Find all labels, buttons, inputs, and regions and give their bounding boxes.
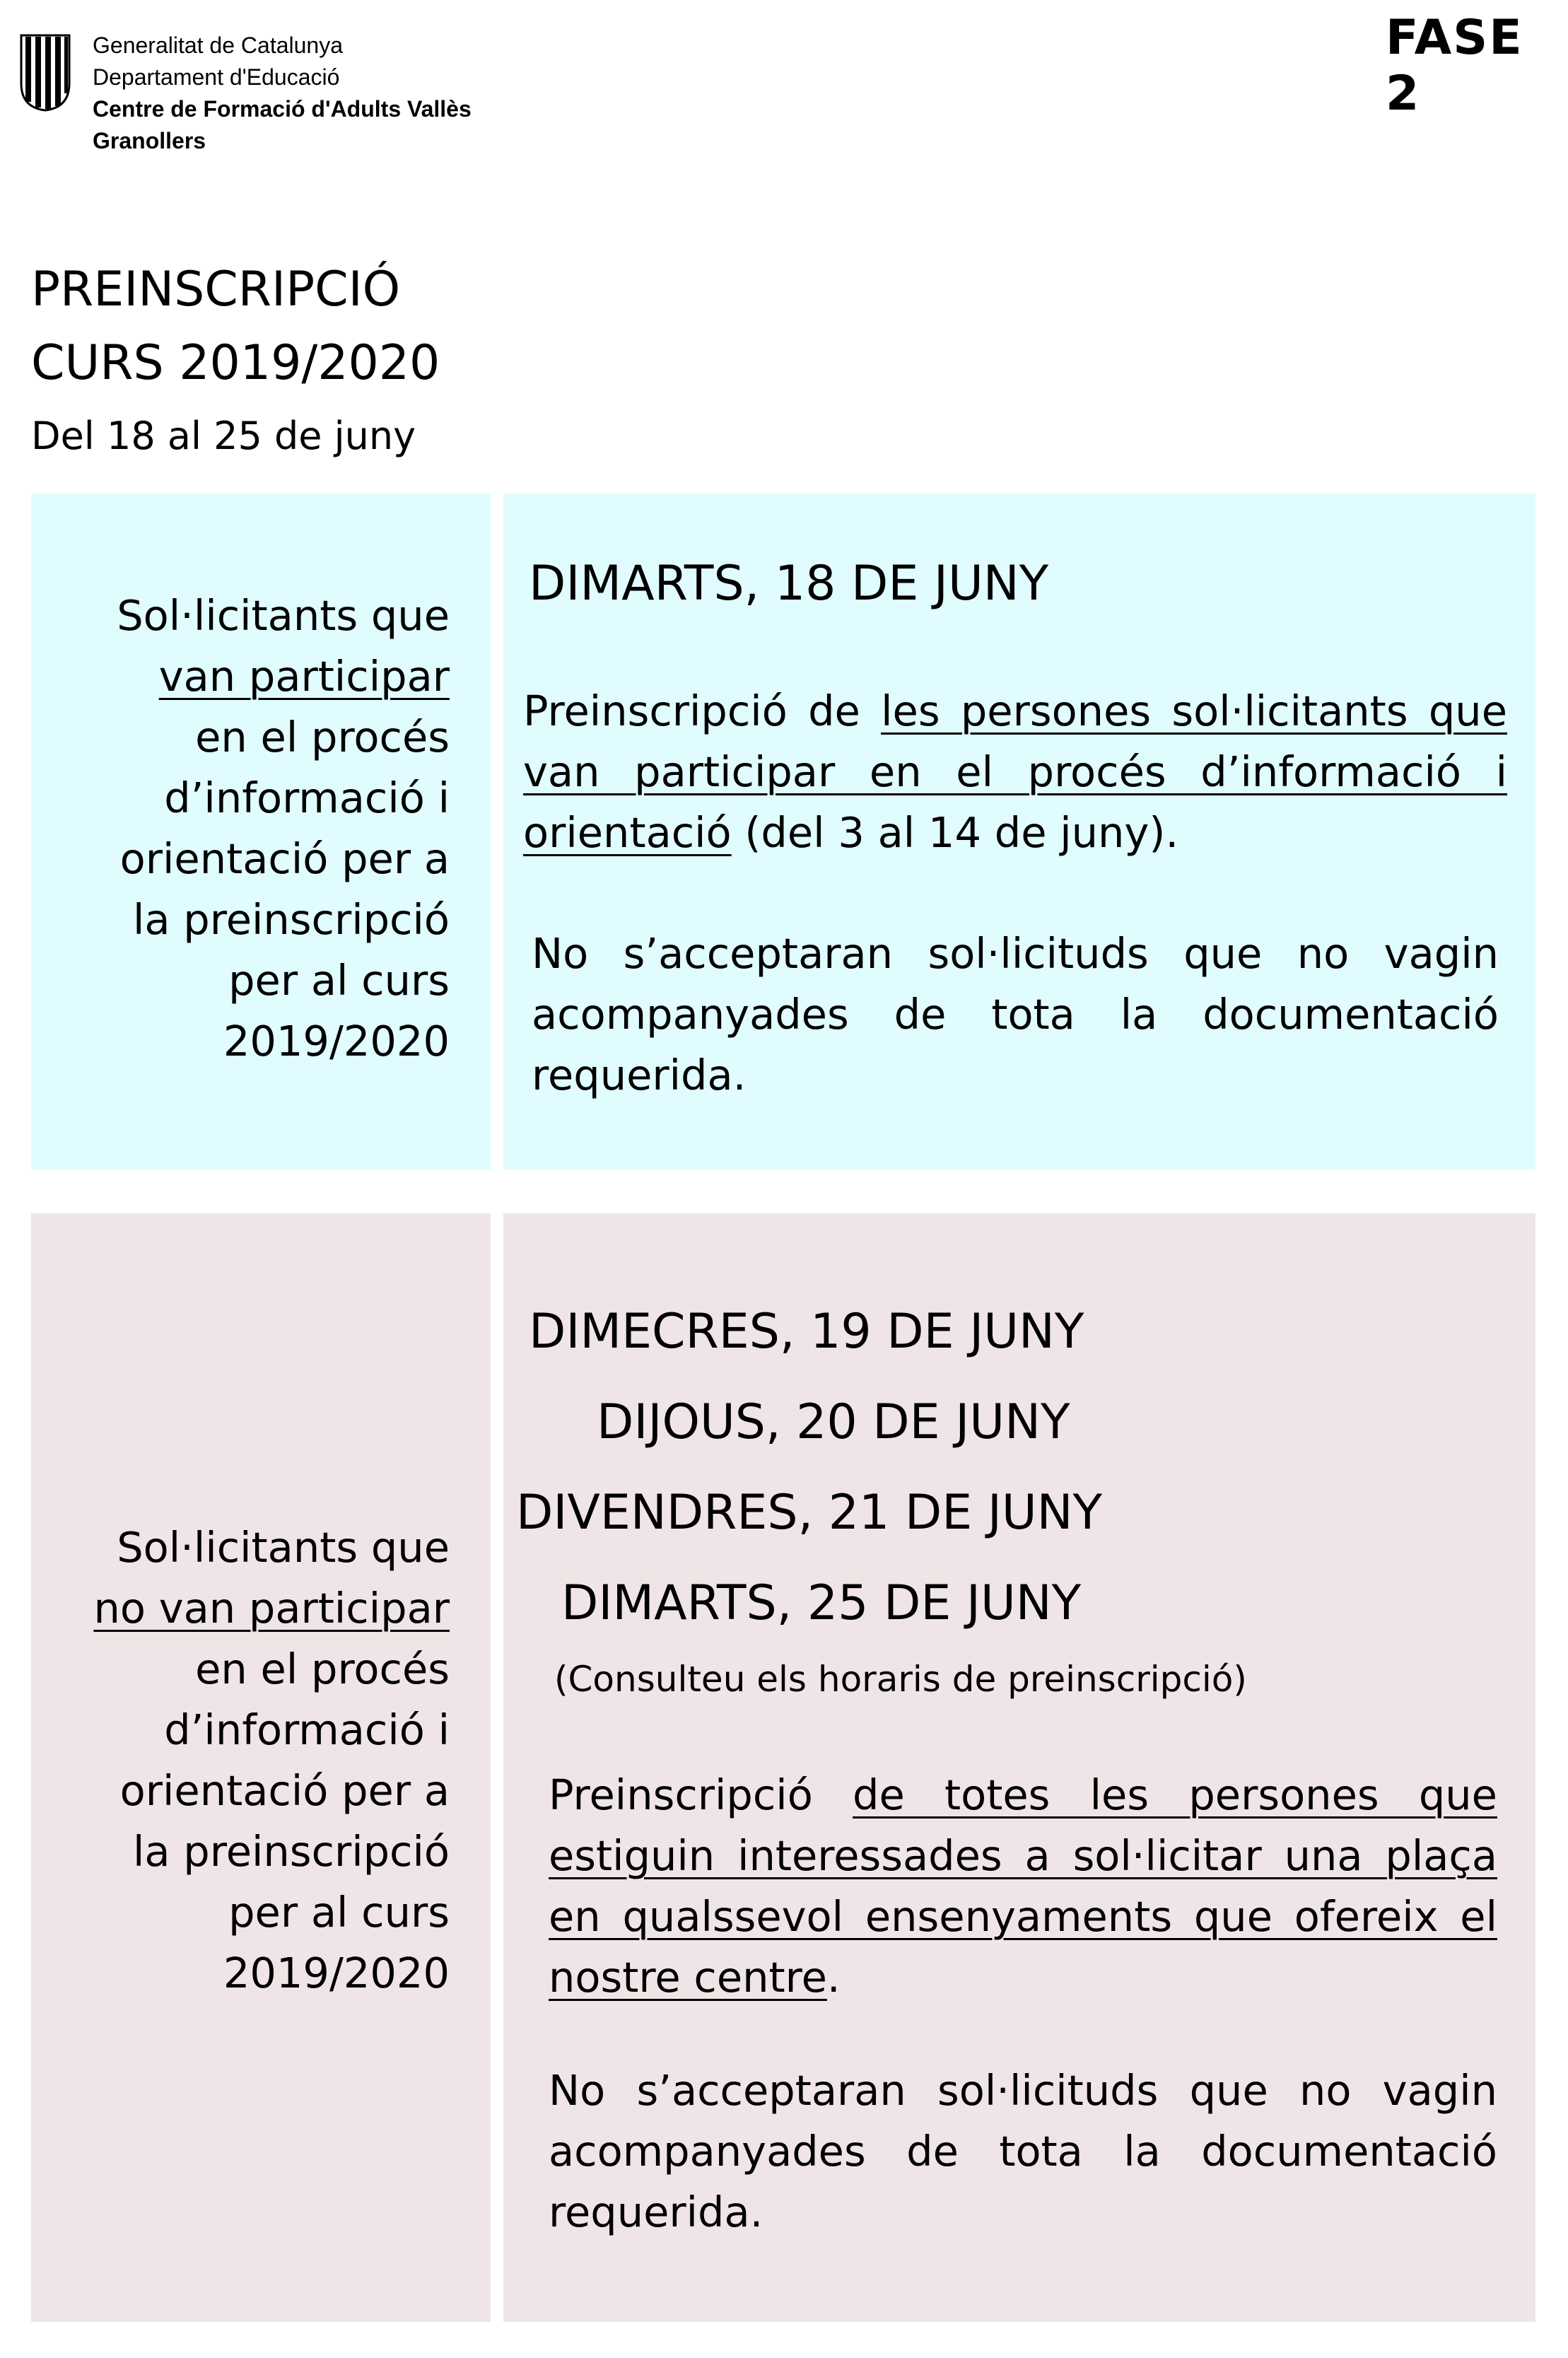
section1-applicants-text [117,585,450,1072]
s2-left-line: per al curs [228,1888,450,1937]
s2-left-line: en el procés [195,1645,450,1693]
s1-left-line: per al curs [228,956,450,1005]
title-line-2: CURS 2019/2020 [31,335,440,391]
section1-right-panel [503,494,1535,1169]
s2-left-line: Sol·licitants que [117,1523,450,1572]
s1-left-line: en el procés [195,713,450,761]
s1-left-line: orientació per a [119,834,450,883]
institution-line-4: Granollers [93,128,206,153]
section1-left-panel [31,494,491,1169]
institution-line-1: Generalitat de Catalunya [93,33,343,58]
s1-left-line: d’informació i [164,774,450,822]
title-line-1: PREINSCRIPCIÓ [31,262,401,317]
section2-date-3: DIVENDRES, 21 DE JUNY [516,1485,1103,1541]
section2-applicants-text [93,1517,450,2004]
date-range: Del 18 al 25 de juny [31,414,416,458]
s2-left-line: la preinscripció [132,1827,450,1876]
s1-left-line: la preinscripció [132,895,450,944]
section2-paragraph-1 [549,1765,1497,2008]
section1-date: DIMARTS, 18 DE JUNY [529,556,1049,612]
s2-left-line: 2019/2020 [223,1949,450,1997]
section2-date-1: DIMECRES, 19 DE JUNY [529,1304,1084,1360]
section2-right-panel [503,1213,1535,2322]
section1-paragraph-2: No s’acceptaran sol·licituds que no vagin acompanyades de tota la documentació requerida. [532,929,1499,1099]
section1-paragraph-1 [523,681,1507,863]
institution-line-3: Centre de Formació d'Adults Vallès [93,96,472,122]
section2-schedule-note: (Consulteu els horaris de preinscripció) [554,1659,1247,1700]
section2-left-panel [31,1213,491,2322]
s2-p1-prefix: Preinscripció [549,1770,853,1819]
s1-p1-underlined: les persones sol·licitants que van participar en el procés d’informació i orientació [523,687,1507,857]
s2-left-line: orientació per a [119,1766,450,1815]
page-title [31,253,440,400]
s2-left-line-underlined: no van participar [93,1584,450,1633]
s1-left-line-underlined: van participar [158,652,450,701]
s1-left-line: 2019/2020 [223,1017,450,1066]
s1-p1-suffix: (del 3 al 14 de juny). [731,808,1179,857]
generalitat-logo [20,34,71,112]
phase-label: FASE 2 [1386,10,1523,122]
s1-p1-prefix: Preinscripció de [523,687,882,735]
s2-left-line: d’informació i [164,1705,450,1754]
s2-p1-suffix: . [826,1953,841,2002]
s2-p1-underlined: de totes les persones que estiguin interessades a sol·licitar una plaça en qualssevol ensenyaments que ofereix el nostre centre [549,1770,1497,2002]
section2-paragraph-2: No s’acceptaran sol·licituds que no vagin acompanyades de tota la documentació requerida. [549,2066,1497,2236]
institution-block [93,30,472,157]
section2-date-2: DIJOUS, 20 DE JUNY [597,1394,1070,1450]
section2-date-4: DIMARTS, 25 DE JUNY [561,1575,1082,1631]
institution-line-2: Departament d'Educació [93,64,340,90]
s1-left-line: Sol·licitants que [117,591,450,640]
